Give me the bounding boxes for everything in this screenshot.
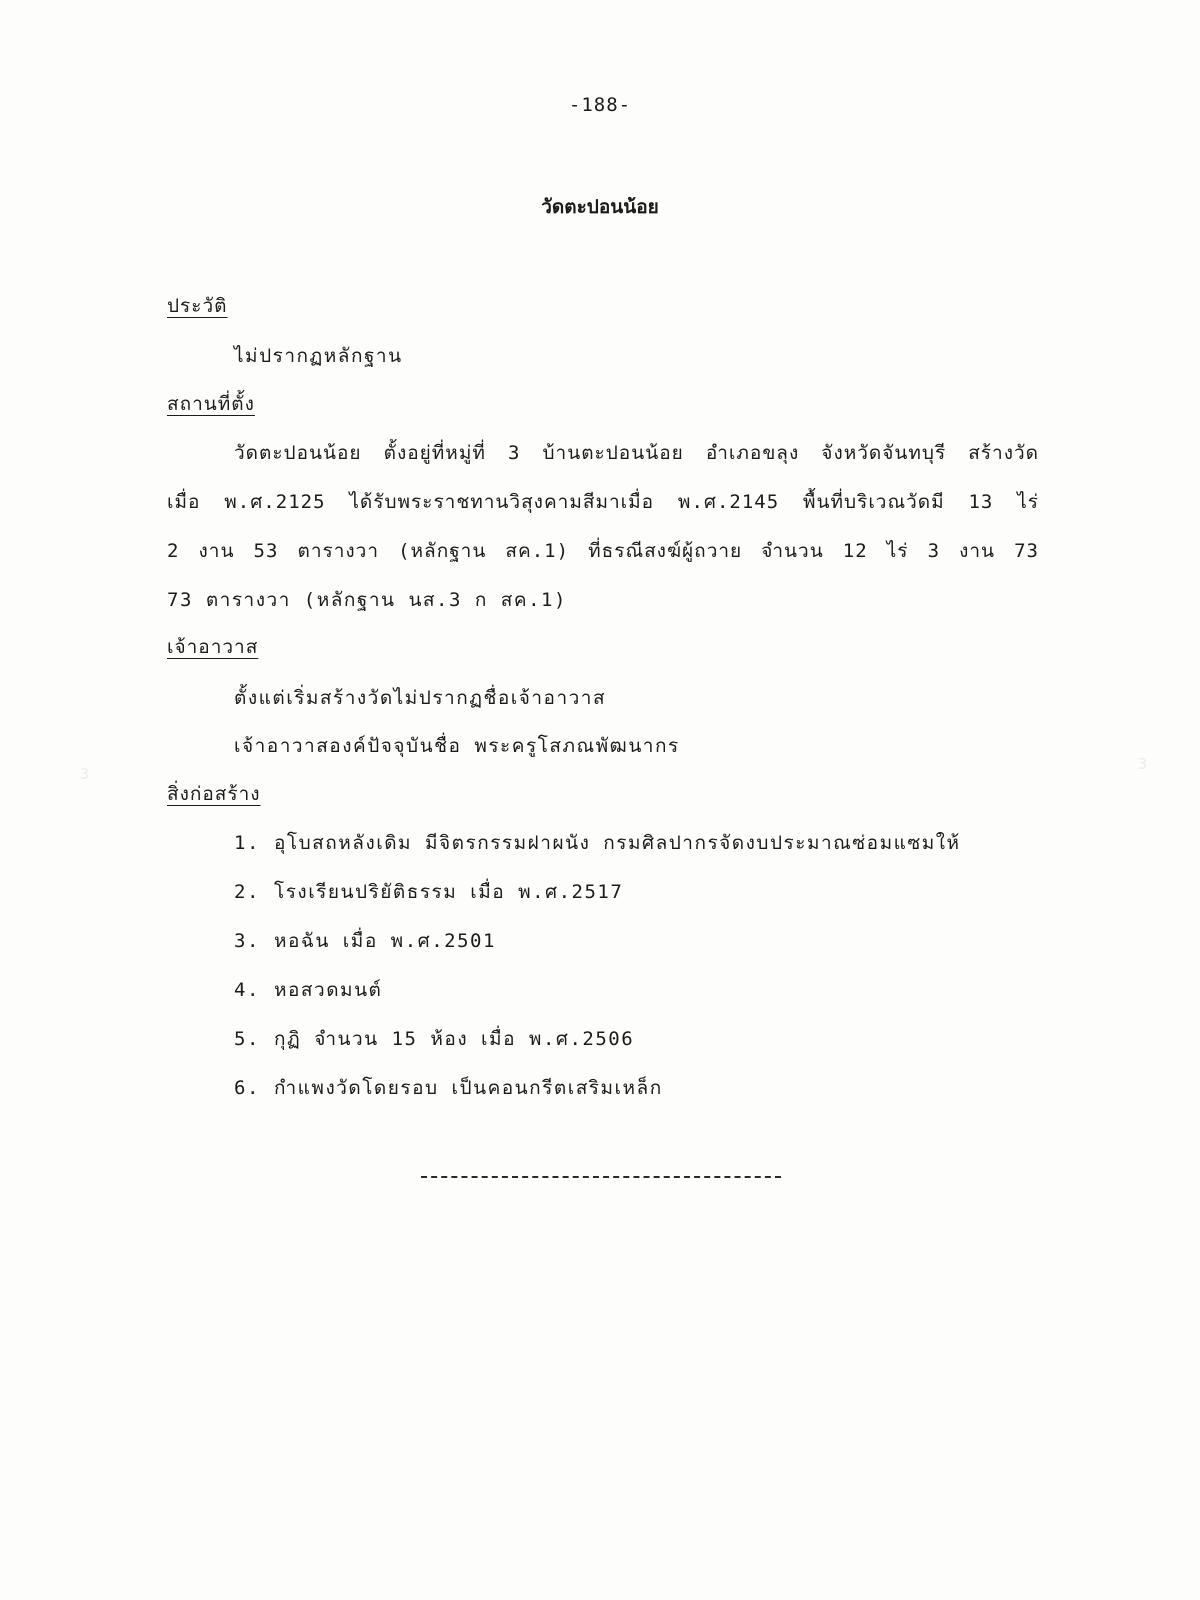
- abbots-line: เจ้าอาวาสองค์ปัจจุบันชื่อ พระครูโสภณพัฒนากร: [234, 735, 680, 757]
- location-line: 73 ตารางวา (หลักฐาน นส.3 ก สค.1): [167, 589, 567, 611]
- section-separator: [421, 1176, 781, 1178]
- history-heading: ประวัติ: [167, 295, 228, 317]
- history-text: ไม่ปรากฏหลักฐาน: [234, 345, 403, 367]
- page-number: -188-: [568, 94, 632, 116]
- building-item-text: หอฉัน เมื่อ พ.ศ.2501: [274, 930, 496, 952]
- building-item: [234, 828, 961, 858]
- buildings-heading: สิ่งก่อสร้าง: [167, 783, 261, 805]
- document-title: วัดตะปอนน้อย: [541, 196, 659, 218]
- margin-mark-left: 3: [80, 765, 90, 783]
- building-item-text: กำแพงวัดโดยรอบ เป็นคอนกรีตเสริมเหล็ก: [274, 1077, 663, 1099]
- abbots-heading: เจ้าอาวาส: [167, 636, 259, 658]
- location-line: วัดตะปอนน้อย ตั้งอยู่ที่หมู่ที่ 3 บ้านตะปอนน้อย อำเภอขลุง จังหวัดจันทบุรี สร้างวัด: [234, 442, 1039, 464]
- location-heading: สถานที่ตั้ง: [167, 393, 255, 415]
- building-item: [234, 877, 623, 907]
- building-item: [234, 975, 382, 1005]
- building-item-number: 4.: [234, 979, 260, 1001]
- building-item: [234, 926, 496, 956]
- building-item-number: 3.: [234, 930, 260, 952]
- building-item-text: หอสวดมนต์: [274, 979, 383, 1001]
- building-item-text: โรงเรียนปริยัติธรรม เมื่อ พ.ศ.2517: [274, 881, 624, 903]
- building-item-text: อุโบสถหลังเดิม มีจิตรกรรมฝาผนัง กรมศิลปากรจัดงบประมาณซ่อมแซมให้: [274, 832, 961, 854]
- building-item-number: 2.: [234, 881, 260, 903]
- building-item-number: 1.: [234, 832, 260, 854]
- abbots-line: ตั้งแต่เริ่มสร้างวัดไม่ปรากฏชื่อเจ้าอาวาส: [234, 687, 607, 709]
- building-item: [234, 1073, 663, 1103]
- building-item-number: 5.: [234, 1028, 260, 1050]
- building-item-text: กุฏิ จำนวน 15 ห้อง เมื่อ พ.ศ.2506: [274, 1028, 635, 1050]
- building-item-number: 6.: [234, 1077, 260, 1099]
- location-line: เมื่อ พ.ศ.2125 ได้รับพระราชทานวิสุงคามสีมาเมื่อ พ.ศ.2145 พื้นที่บริเวณวัดมี 13 ไร่: [167, 491, 1039, 513]
- margin-mark-right: 3: [1138, 755, 1148, 773]
- location-line: 2 งาน 53 ตารางวา (หลักฐาน สค.1) ที่ธรณีสงฆ์ผู้ถวาย จำนวน 12 ไร่ 3 งาน 73: [167, 540, 1039, 562]
- building-item: [234, 1024, 634, 1054]
